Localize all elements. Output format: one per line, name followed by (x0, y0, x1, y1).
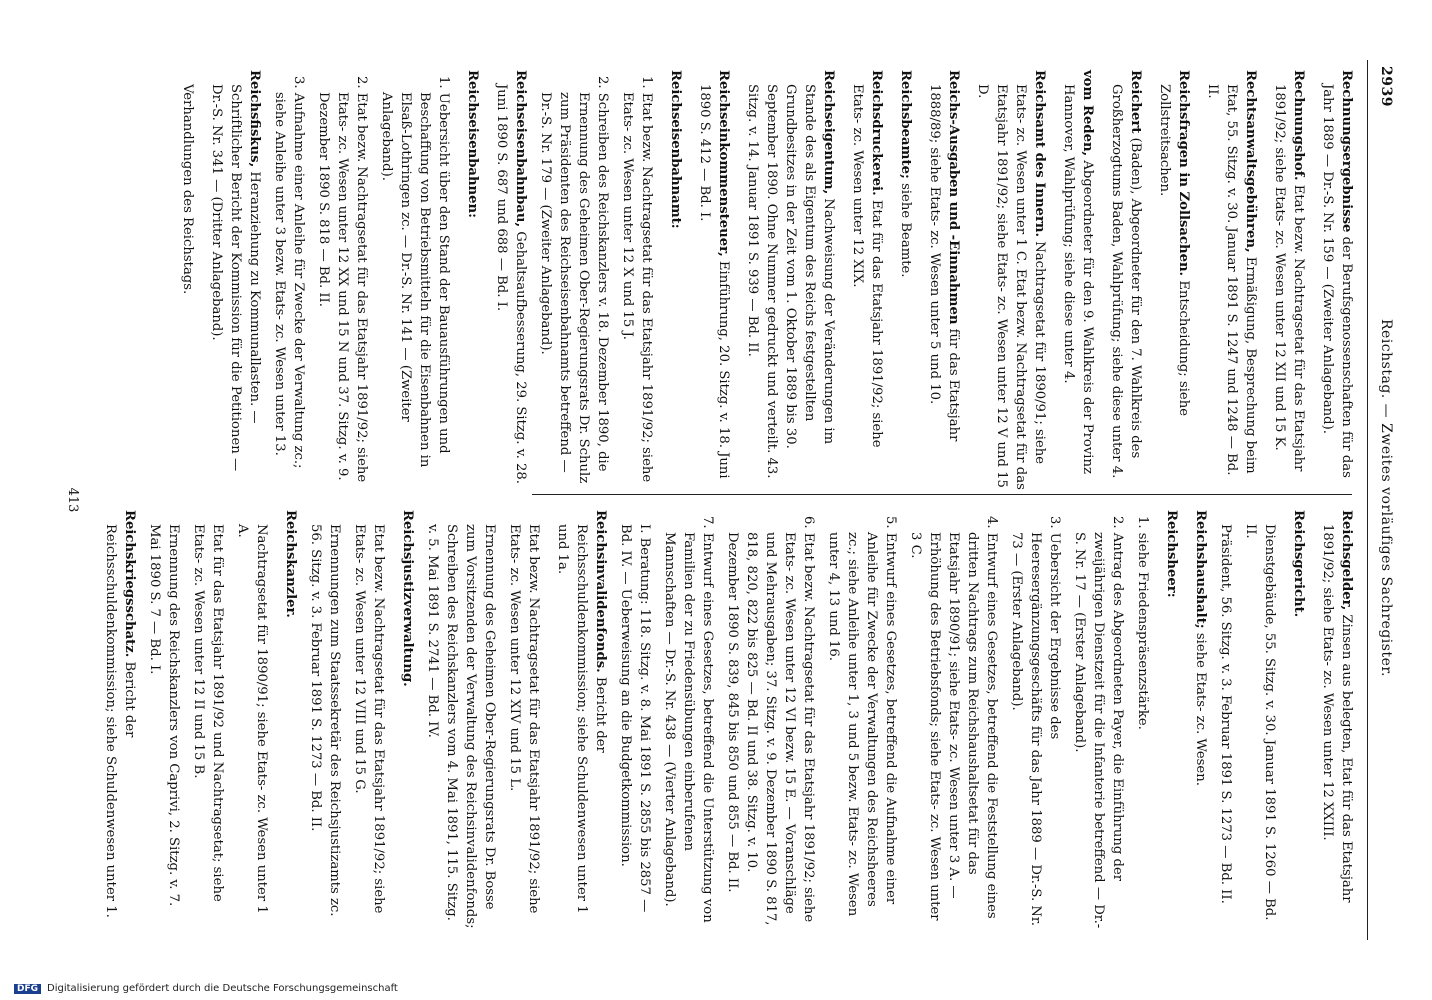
sub-entry-text: 1. Uebersicht über den Stand der Bauausführungen und Beschaffung von Betriebsmitteln für die Eisenbahnen in Elsaß-Lothringen zc. — Dr.-S. Nr. 141 — (Zweiter Anlageband). (379, 76, 451, 468)
sub-entry (1007, 510, 1064, 930)
plain-entry (233, 524, 271, 930)
entry-text: (Baden), Abgeordneter für den 7. Wahlkreis des Großherzogtums Baden, Wahlprüfung; siehe diese unter 4. (1109, 84, 1143, 479)
sub-entry-text: 2. Antrag des Abgeordneten Payer, die Einführung der zweijährigen Dienstzeit für die Infanterie betreffend — Dr.-S. Nr. 17 — (Erster Anlageband). (1072, 516, 1125, 929)
entry-keyword: Reichskanzler. (283, 510, 298, 618)
header-rule (1367, 60, 1368, 940)
index-entry (492, 70, 530, 490)
sub-entry (1070, 510, 1127, 930)
sub-entry-text: 7. Entwurf eines Gesetzes, betreffend die Unterstützung von Familien der zu Friedensübungen einberufenen Mannschaften — Dr.-S. Nr. 438 — (Vierter Anlageband). (662, 516, 715, 923)
sub-entry (536, 70, 612, 490)
entry-keyword: vom Reden, (1080, 70, 1095, 157)
plain-entry-text: Präsident, 56. Sitzg. v. 3. Februar 1891 S. 1273 — Bd. II. (1218, 524, 1233, 904)
entry-text: der Berufsgenossenschaften für das Jahr 1889 — Dr.-S. Nr. 159 — (Zweiter Anlageband). (1320, 84, 1354, 478)
header-title: Reichstag. — Zweites vorläufiges Sachregister. (1378, 319, 1394, 677)
sub-entry (906, 510, 1001, 930)
entry-keyword: Reichsgericht. (1291, 510, 1306, 618)
entry-text: Zinsen aus belegten, Etat für das Etatsjahr 1891/92; siehe Etats- zc. Wesen unter 12 XXIII. (1320, 524, 1354, 903)
plain-entry-text: Ernennung des Geheimen Ober-Regierungsrats Dr. Bosse zum Vorsitzenden der Verwaltung des Reichsinvalidenfonds; Schreiben des Reichskanzlers vom 4. Mai 1891, 115. Sitzg. v. 5. Mai 1891 S. 2741 — Bd. IV. (425, 524, 497, 929)
sub-entry (660, 510, 717, 930)
plain-entry-text: I. Beratung: 118. Sitzg. v. 8. Mai 1891 S. 2855 bis 2857 — Bd. IV. — Ueberweisung an die Budgetkommission. (618, 524, 652, 913)
plain-entry-text: Dienstgebäude, 55. Sitzg. v. 30. Januar 1891 S. 1260 — Bd. II. (1243, 524, 1277, 921)
sub-entry (618, 70, 656, 490)
entry-text: Nachweisung der Veränderungen im Stande des als Eigentum des Reichs festgestellten Grundbesitzes in der Zeit vom 1. Oktober 1889 bis 30. September 1890. Ohne Nummer gedruckt und verteilt. 43. Sitzg. v. 14. Januar 1891 S. 939 — Bd. II. (745, 84, 836, 479)
entry-text: Nachtragsetat für 1890/91; siehe Etats- zc. Wesen unter 1 C. Etat bezw. Nachtragsetat für das Etatsjahr 1891/92; siehe Etats- zc. Wesen unter 12 V und 15 D. (975, 84, 1047, 490)
sub-entry (824, 510, 900, 930)
plain-entry (178, 84, 197, 490)
plain-entry (1216, 524, 1235, 930)
sub-entry-text: 1. Etat bezw. Nachtragsetat für das Etatsjahr 1891/92; siehe Etats- zc. Wesen unter 12 X und 15 J. (620, 76, 654, 483)
index-entry (1191, 510, 1210, 930)
left-column (172, 70, 1356, 490)
index-entry (463, 70, 482, 490)
index-entry (398, 510, 417, 930)
digitization-note (0, 983, 1014, 994)
digitization-text: Digitalisierung gefördert durch die Deutsche Forschungsgemeinschaft (47, 983, 398, 994)
sub-entry-text: 3. Aufnahme einer Anleihe für Zwecke der Verwaltung zc.; siehe Anleihe unter 3 bezw. Etats- zc. Wesen unter 13. (272, 76, 306, 469)
plain-entry-text: Etat für das Etatsjahr 1891/92 und Nachtragsetat; siehe Etats- zc. Wesen unter 12 II und 15 B. (191, 524, 225, 902)
plain-entry (1241, 524, 1279, 930)
entry-text: für das Etatsjahr 1888/89; siehe Etats- zc. Wesen unter 5 und 10. (927, 84, 961, 442)
entry-text: Abgeordneter für den 9. Wahlkreis der Provinz Hannover, Wahlprüfung; siehe diese unter 4. (1061, 84, 1095, 474)
plain-entry (145, 524, 183, 930)
sub-entry-text: 5. Entwurf eines Gesetzes, betreffend die Aufnahme einer Anleihe für Zwecke der Verwaltungen des Reichsheeres zc.; siehe Anleihe unter 1, 3 und 5 bezw. Etats- zc. Wesen unter 4, 13 und 16. (826, 516, 898, 917)
plain-entry (616, 524, 654, 930)
index-entry (1162, 510, 1181, 930)
index-entry (743, 70, 838, 490)
entry-keyword: Reichsfragen in Zollsachen. (1176, 70, 1191, 277)
entry-keyword: Rechnungshof. (1291, 70, 1306, 181)
entry-text: siehe Etats- zc. Wesen. (1193, 628, 1208, 786)
entry-keyword: Reichert (1128, 70, 1143, 134)
sub-entry (270, 70, 308, 490)
plain-entry-text: Etat bezw. Nachtragsetat für das Etatsjahr 1891/92; siehe Etats- zc. Wesen unter 12 XIV und 15 L. (507, 524, 541, 914)
index-entry (1059, 70, 1097, 490)
plain-entry (423, 524, 499, 930)
index-entry (1318, 70, 1356, 490)
entry-text: Heranziehung zu Kommunallasten. — Schriftlicher Bericht der Kommission für die Petitionen — Dr.-S. Nr. 341 — (Dritter Anlageband). (209, 84, 262, 472)
entry-keyword: Rechtsanwaltsgebühren, (1243, 70, 1258, 253)
index-entry (695, 70, 733, 490)
index-entry (896, 70, 915, 490)
index-entry (1318, 510, 1356, 930)
sub-entry-text: 1. siehe Friedenspräsenzstärke. (1135, 516, 1150, 730)
right-column (91, 510, 1356, 930)
index-entry (101, 510, 139, 930)
entry-keyword: Reichsfiskus, (247, 70, 262, 168)
sub-entry (314, 70, 371, 490)
plain-entry-text: Nachtragsetat für 1890/91; siehe Etats- zc. Wesen unter 1 A. (235, 524, 269, 914)
sub-entry (1133, 510, 1152, 930)
plain-entry (350, 524, 388, 930)
entry-keyword: Reichshaushalt; (1193, 510, 1208, 629)
plain-entry-text: Ernennungen zum Staatssekretär des Reichsjustizamts zc. 56. Sitzg. v. 3. Februar 1891 S. 1273 — Bd. II. (308, 524, 342, 917)
entry-keyword: Reichsjustizverwaltung. (400, 510, 415, 687)
column-divider (532, 494, 1352, 495)
sub-entry-text: 2. Etat bezw. Nachtragsetat für das Etatsjahr 1891/92; siehe Etats- zc. Wesen unter 12 XX und 15 N und 37. Sitzg. v. 9. Dezember 1890 S. 818 — Bd. II. (316, 76, 369, 483)
entry-keyword: Reichsbeamte; (898, 70, 913, 179)
entry-keyword: Reichs-Ausgaben und -Einnahmen (946, 70, 961, 325)
plain-entry-text: Ernennung des Reichskanzlers von Caprivi, 2. Sitzg. v. 7. Mai 1890 S. 7 — Bd. I. (147, 524, 181, 907)
index-entry (1270, 70, 1308, 490)
entry-text: Gehaltsaufbesserung, 29. Sitzg. v. 28. Juni 1890 S. 687 und 688 — Bd. I. (494, 84, 528, 484)
plain-entry (189, 524, 227, 930)
sub-entry-text: 3. Uebersicht der Ergebnisse des Heeresergänzungsgeschäfts für das Jahr 1889 — Dr.-S. Nr. 73 — (Erster Anlageband). (1009, 516, 1062, 926)
entry-keyword: Reichseigentum, (821, 70, 836, 195)
entry-keyword: Reichsinvalidenfonds. (593, 510, 608, 673)
entry-keyword: Rechnungsergebnisse (1339, 70, 1354, 233)
dfg-logo: DFG (14, 984, 41, 994)
plain-entry-text: Verhandlungen des Reichstags. (180, 84, 195, 295)
entry-text: Entscheidung; siehe Zollstreitsachen. (1157, 84, 1191, 417)
sub-entry (723, 510, 818, 930)
sub-entry-text: 2. Schreiben des Reichskanzlers v. 18. Dezember 1890, die Ernennung des Geheimen Ober-Regierungsrats Dr. Schulz zum Präsidenten des Reichseisenbahnamts betreffend — Dr.-S. Nr. 179 — (Zweiter Anlageband). (538, 76, 610, 484)
entry-keyword: Reichsheer: (1164, 510, 1179, 598)
entry-keyword: Reichsdruckerei. (869, 70, 884, 196)
index-entry (553, 510, 610, 930)
entry-keyword: Reichseisenbahnamt: (668, 70, 683, 229)
entry-keyword: Reichskriegsschatz. (122, 510, 137, 658)
index-entry (281, 510, 300, 930)
index-entry (1203, 70, 1260, 490)
index-entry (973, 70, 1049, 490)
entry-text: Einführung, 20. Sitzg. v. 18. Juni 1890 S. 412 — Bd. I. (697, 84, 731, 479)
index-entry (666, 70, 685, 490)
index-entry (1107, 70, 1145, 490)
sub-entry-text: 6. Etat bezw. Nachtragsetat für das Etatsjahr 1891/92; siehe Etats- zc. Wesen unter 12 VI bezw. 15 E. — Voranschläge und Mehrausgaben; 37. Sitzg. v. 9. Dezember 1890 S. 817, 818, 820, 822 bis 825 — Bd. II und 38. Sitzg. v. 10. Dezember 1890 S. 839, 845 bis 850 und 855 — Bd. II. (725, 516, 816, 926)
sub-entry (377, 70, 453, 490)
plain-entry (505, 524, 543, 930)
entry-text: Ermäßigung, Besprechung beim Etat, 55. Sitzg. v. 30. Januar 1891 S. 1247 und 1248 — Bd. II. (1205, 84, 1258, 476)
index-entry (1289, 510, 1308, 930)
plain-entry (306, 524, 344, 930)
entry-text: Etat für das Etatsjahr 1891/92; siehe Etats- zc. Wesen unter 12 XIX. (850, 84, 884, 448)
page-header (1368, 66, 1394, 930)
footer-page-number: 413 (65, 487, 80, 513)
plain-entry-text: Etat bezw. Nachtragsetat für das Etatsjahr 1891/92; siehe Etats- zc. Wesen unter 12 VIII und 15 G. (352, 524, 386, 914)
entry-text: Bericht der Reichsschuldenkommission; siehe Schuldenwesen unter 1 und 1a. (555, 524, 608, 914)
entry-text: Bericht der Reichsschuldenkommission; siehe Schuldenwesen unter 1. (103, 524, 137, 918)
entry-keyword: Reichsgelder, (1339, 510, 1354, 611)
sub-entry-text: 4. Entwurf eines Gesetzes, betreffend die Feststellung eines dritten Nachtrags zum Reichshaushaltsetat für das Etatsjahr 1890/91; siehe Etats- zc. Wesen unter 3 A. — Erhöhung des Betriebsfonds; siehe Etats- zc. Wesen unter 3 C. (908, 516, 999, 921)
entry-keyword: Reichsamt des Innern. (1032, 70, 1047, 238)
header-page-number: 2939 (1378, 66, 1394, 107)
entry-keyword: Reichseisenbahnen: (465, 70, 480, 218)
entry-keyword: Reichseinkommensteuer, (716, 70, 731, 257)
index-entry (207, 70, 264, 490)
entry-text: siehe Beamte. (898, 178, 913, 278)
entry-keyword: Reichseisenbahnbau, (513, 70, 528, 228)
index-entry (925, 70, 963, 490)
index-entry (848, 70, 886, 490)
entry-text: Etat bezw. Nachtragsetat für das Etatsjahr 1891/92; siehe Etats- zc. Wesen unter 12 XII und 15 K. (1272, 84, 1306, 472)
index-entry (1155, 70, 1193, 490)
